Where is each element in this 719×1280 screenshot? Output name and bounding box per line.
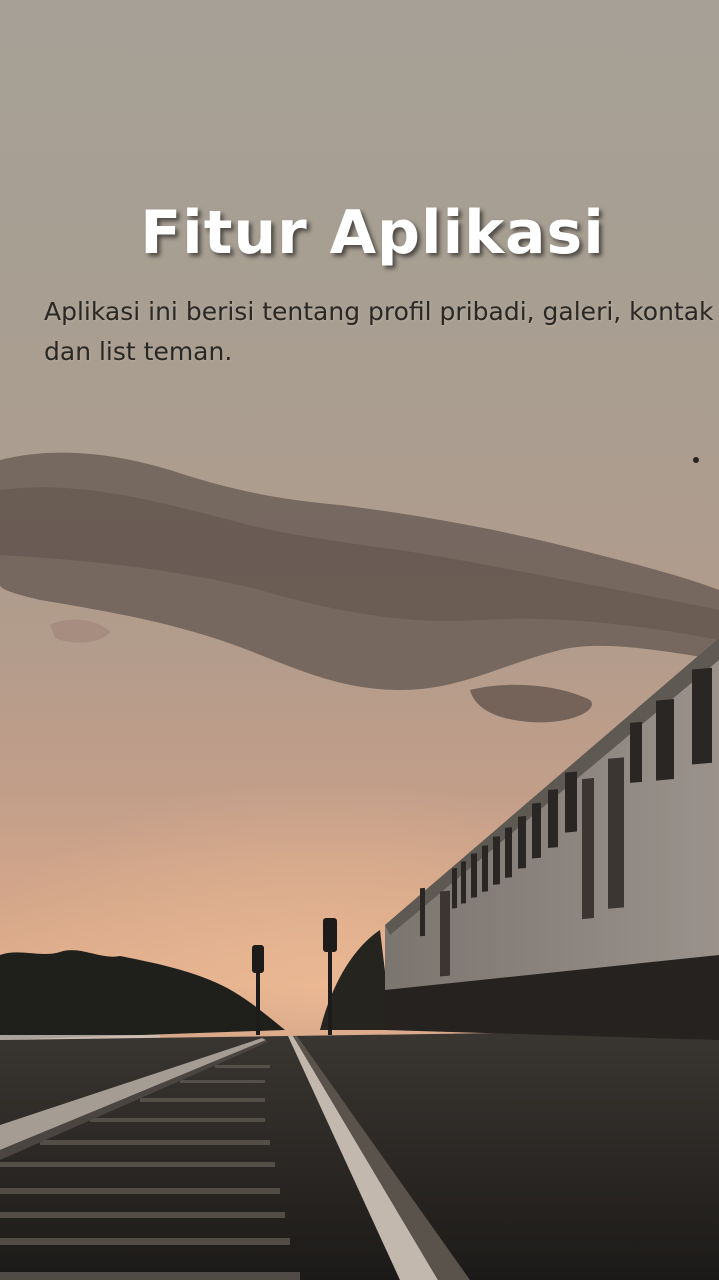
page-title: Fitur Aplikasi <box>140 198 605 268</box>
bird-dot <box>693 457 699 463</box>
description-text: Aplikasi ini berisi tentang profil pribadi, galeri, kontak dan list teman. <box>44 297 714 366</box>
